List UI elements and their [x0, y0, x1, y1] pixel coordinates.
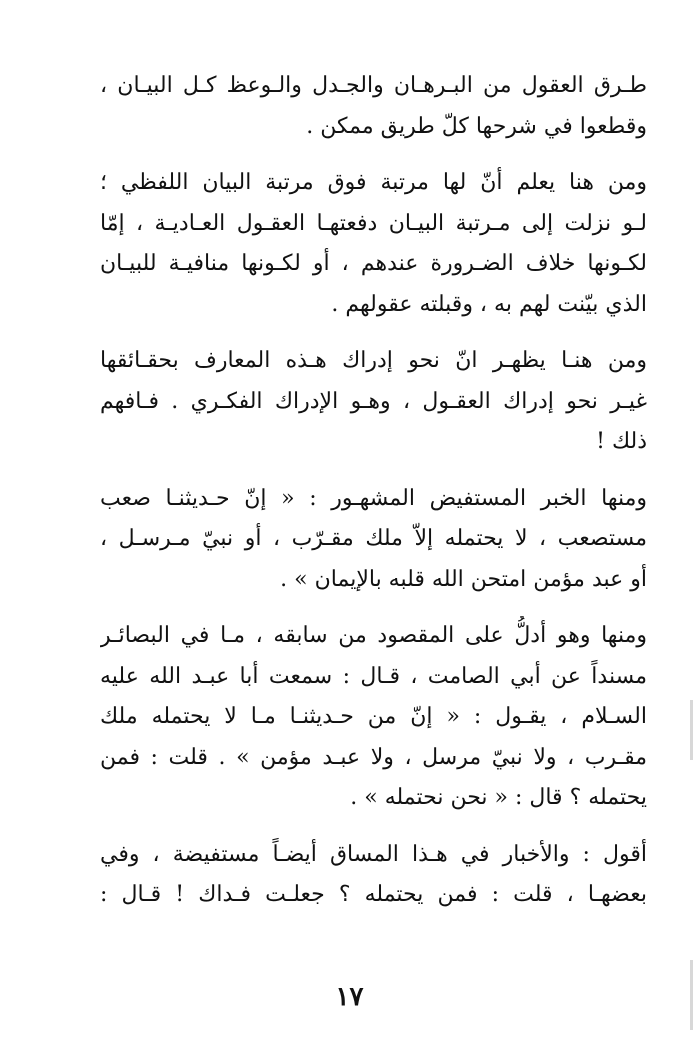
- scan-edge-mark: [690, 700, 693, 760]
- text-line: أو عبد مؤمن امتحن الله قلبه بالإيمان » .: [280, 566, 647, 592]
- text-line: ومن هنا يعلم أنّ لها مرتبة فوق مرتبة البيان اللفظي ؛: [100, 170, 647, 195]
- text-line: السـلام ، يقـول : « إنّ من حـديثنـا مـا لا يحتمله ملك: [100, 704, 647, 729]
- text-line: ومنها الخبر المستفيض المشهـور : « إنّ حـديثنـا صعب: [100, 485, 647, 511]
- text-line: أقول : والأخبار في هـذا المساق أيضـاً مستفيضة ، وفي: [100, 841, 647, 867]
- paragraph-5: [100, 616, 647, 819]
- text-line: غيـر نحو إدراك العقـول ، وهـو الإدراك الفكـري . فـافهم: [100, 388, 647, 414]
- text-line: ذلك !: [596, 429, 647, 454]
- text-line: بعضهـا ، قلت : فمن يحتمله ؟ جعلـت فـداك ! قـال :: [100, 882, 647, 907]
- paragraph-3: [100, 341, 647, 463]
- text-line: الذي بيّنت لهم به ، وقبلته عقولهم .: [331, 291, 647, 317]
- text-line: مقـرب ، ولا نبيّ مرسل ، ولا عبـد مؤمن » . قلت : فمن: [100, 744, 647, 770]
- paragraph-2: [100, 163, 647, 325]
- page-number: ١٧: [335, 982, 364, 1012]
- paragraph-6: [100, 835, 647, 916]
- text-line: مستصعب ، لا يحتمله إلاّ ملك مقـرّب ، أو نبيّ مـرسـل ،: [100, 526, 647, 551]
- text-line: طـرق العقول من البـرهـان والجـدل والـوعظ كـل البيـان ،: [100, 73, 647, 98]
- text-line: مسنداً عن أبي الصامت ، قـال : سمعت أبا عبـد الله عليه: [100, 663, 647, 689]
- text-line: لـو نزلت إلى مـرتبة البيـان دفعتهـا العقـول العـاديـة ، إمّا: [100, 210, 647, 236]
- text-line: لكـونها خلاف الضـرورة عندهم ، أو لكـونها منافيـة للبيـان: [100, 251, 647, 276]
- page-body-text: [100, 66, 647, 932]
- text-line: ومن هنـا يظهـر انّ نحو إدراك هـذه المعارف بحقـائقها: [100, 348, 647, 373]
- text-line: وقطعوا في شرحها كلّ طريق ممكن .: [306, 113, 647, 139]
- text-line: ومنها وهو أدلُّ على المقصود من سابقه ، مـا في البصائـر: [100, 623, 647, 648]
- paragraph-4: [100, 479, 647, 601]
- scan-edge-mark: [690, 960, 693, 1030]
- text-line: يحتمله ؟ قال : « نحن نحتمله » .: [350, 785, 647, 810]
- paragraph-1: [100, 66, 647, 147]
